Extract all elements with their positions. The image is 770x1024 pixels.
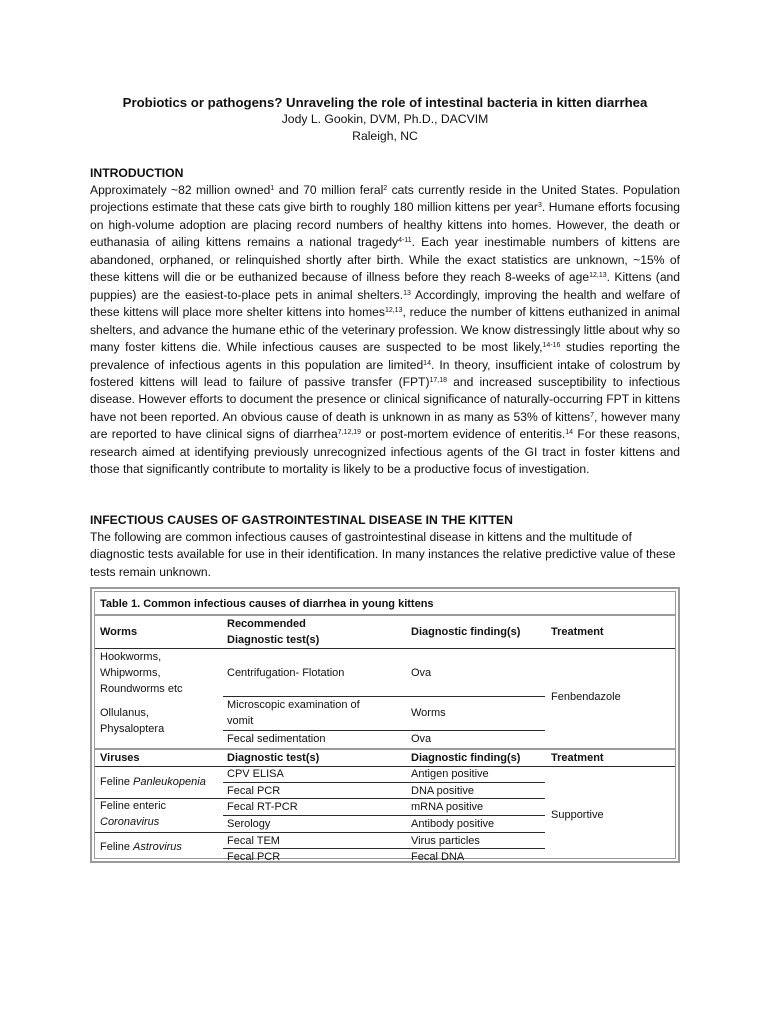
virus-test-1: CPV ELISA [227, 768, 284, 780]
citation-superscript: 7,12,19 [337, 429, 362, 437]
hookworms-finding: Ova [411, 667, 432, 679]
citation-superscript: 7 [590, 411, 594, 419]
table-body [94, 591, 676, 863]
table-1 [90, 587, 680, 863]
virus-finding-2: DNA positive [411, 785, 474, 797]
citation-superscript: 14 [565, 429, 574, 437]
virus-test-6: Fecal PCR [227, 851, 281, 863]
virus-finding-4: Antibody positive [411, 818, 495, 830]
intro-text-run: . Humane efforts focusing on high-volume adoption are placing record numbers of healthy kittens into homes. However, the death or euthanasia of ailing kittens remains a national tragedy [90, 200, 680, 250]
virus-row-rule-3 [223, 815, 545, 816]
virus-test-3: Fecal RT-PCR [227, 801, 298, 813]
hookworms-test: Centrifugation- Flotation [227, 667, 345, 679]
citation-superscript: 4-11 [398, 237, 412, 245]
author-location: Raleigh, NC [352, 129, 418, 143]
viruses-treatment-header: Treatment [551, 752, 604, 764]
virus-test-2: Fecal PCR [227, 785, 281, 797]
citation-superscript: 14 [423, 359, 431, 367]
intro-text-run: , however many are reported to have clinical signs of diarrhea [90, 409, 680, 442]
introduction-section [90, 165, 680, 479]
infectious-causes-heading: INFECTIOUS CAUSES OF GASTROINTESTINAL DISEASE IN THE KITTEN [90, 513, 513, 527]
ollulanus-agent: Ollulanus, Physaloptera [100, 707, 165, 735]
viruses-test-header: Diagnostic test(s) [227, 752, 320, 764]
introduction-paragraph [90, 182, 680, 479]
vomit-exam-test: Microscopic examination of vomit [227, 699, 360, 727]
intro-text-run: Approximately ~82 million owned [90, 183, 271, 197]
worms-treatment-header: Treatment [551, 626, 604, 638]
intro-text-run: . In theory, insufficient intake of colostrum by fostered kittens will lead to failure of passive transfer (FPT) [90, 357, 680, 389]
virus-finding-3: mRNA positive [411, 801, 484, 813]
intro-text-run: . Kittens (and puppies) are the easiest-to-place pets in animal shelters. [90, 270, 680, 302]
infectious-causes-paragraph: The following are common infectious causes of gastrointestinal disease in kittens and the multitude of diagnostic tests available for use in their identification. In many instances the relative predictive value of these tests remain unknown. [90, 530, 676, 579]
intro-text-run: Accordingly, improving the health and welfare of these kittens will place more shelter kittens into homes [90, 287, 680, 320]
citation-superscript: 13 [403, 289, 411, 297]
citation-superscript: 12,13 [589, 272, 607, 280]
introduction-heading: INTRODUCTION [90, 166, 184, 180]
table-caption: Table 1. Common infectious causes of diarrhea in young kittens [100, 598, 434, 610]
intro-text-run: For these reasons, research aimed at identifying previously unrecognized infectious agents of the GI tract in foster kittens and those that significantly contribute to mortality is likely to be a productive focus of investigation. [90, 427, 680, 477]
virus-test-5: Fecal TEM [227, 835, 280, 847]
virus-finding-1: Antigen positive [411, 768, 489, 780]
intro-text-run: studies reporting the prevalence of infectious agents in this population are limited [90, 340, 680, 372]
intro-text-run: and 70 million feral [274, 183, 384, 197]
citation-superscript: 17,18 [429, 376, 448, 384]
infectious-causes-section [90, 512, 680, 581]
paper-header [90, 94, 680, 145]
worms-treatment: Fenbendazole [551, 691, 621, 703]
sedimentation-test: Fecal sedimentation [227, 733, 326, 745]
worms-finding-header: Diagnostic finding(s) [411, 626, 521, 638]
sedimentation-finding: Ova [411, 733, 432, 745]
hookworms-agent: Hookworms, Whipworms, Roundworms etc [100, 651, 183, 695]
citation-superscript: 1 [270, 185, 275, 192]
intro-text-run: , reduce the number of kittens euthanized in animal shelters, and advance the humane ethic of the veterinary profession. We know distressingly little about why so many foster kittens die. While infectious causes are suspected to be most likely, [90, 305, 680, 355]
coronavirus-agent: Feline enteric Coronavirus [100, 800, 167, 828]
intro-text-run: . Each year inestimable numbers of kittens are abandoned, orphaned, or relinquished shortly after birth. While the exact statistics are unknown, ~15% of these kittens will die or be euthanized because of illness before they reach 8-weeks of age [90, 235, 680, 285]
viruses-col-header: Viruses [100, 752, 140, 764]
viruses-finding-header: Diagnostic finding(s) [411, 752, 521, 764]
intro-text-run: or post-mortem evidence of enteritis. [361, 427, 566, 442]
virus-test-4: Serology [227, 818, 271, 830]
vomit-exam-finding: Worms [411, 707, 446, 719]
viruses-header-rule [95, 766, 675, 767]
intro-text-run: cats currently reside in the United States. Population projections estimate that these cats give birth to roughly 180 million kittens per year [90, 183, 680, 215]
caption-divider [95, 614, 675, 616]
author-line: Jody L. Gookin, DVM, Ph.D., DACVIM [281, 112, 489, 126]
paper-title: Probiotics or pathogens? Unraveling the role of intestinal bacteria in kitten diarrhea [122, 95, 648, 110]
citation-superscript: 12,13 [384, 307, 403, 315]
virus-finding-6: Fecal DNA [411, 851, 465, 863]
virus-finding-5: Virus particles [411, 835, 480, 847]
virus-treatment: Supportive [551, 809, 604, 821]
worms-col-header: Worms [100, 626, 138, 638]
citation-superscript: 3 [537, 202, 542, 210]
astrovirus-agent: Feline Astrovirus [100, 841, 182, 853]
worms-test-header: Recommended Diagnostic test(s) [227, 618, 320, 646]
citation-superscript: 2 [383, 185, 388, 192]
panleukopenia-agent: Feline Panleukopenia [100, 776, 206, 788]
citation-superscript: 14-16 [542, 342, 561, 350]
intro-text-run: and increased susceptibility to infectious disease. However efforts to document the presence or clinical significance of naturally-occurring FPT in kittens have not been reported. An obvious cause of death is unknown in as many as 53% of kittens [90, 374, 681, 424]
